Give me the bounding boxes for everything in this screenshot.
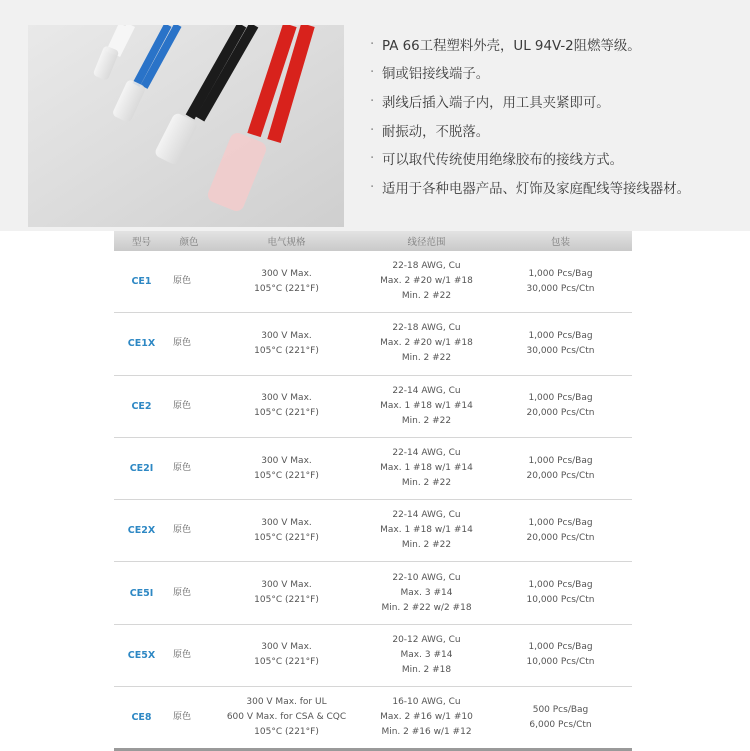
packaging-cell — [489, 500, 632, 562]
table-row — [114, 251, 632, 313]
feature-text: 剥线后插入端子内，用工具夹紧即可。 — [382, 95, 610, 111]
rating-cell-line: 105°C (221°F) — [254, 470, 319, 481]
wire-range-cell-line: Max. 1 #18 w/1 #14 — [380, 400, 473, 411]
packaging-cell-line: 30,000 Pcs/Ctn — [526, 283, 595, 294]
rating-cell — [209, 500, 364, 562]
rating-cell-line: 105°C (221°F) — [254, 408, 319, 419]
wire-range-cell — [364, 500, 489, 562]
rating-cell-line: 105°C (221°F) — [254, 727, 319, 738]
rating-cell-line: 105°C (221°F) — [254, 532, 319, 543]
rating-cell-line: 105°C (221°F) — [254, 657, 319, 668]
table-row — [114, 313, 632, 375]
wire-range-cell-line: Min. 2 #22 — [401, 291, 452, 302]
wire-range-cell-line: Min. 2 #22 — [401, 478, 452, 489]
wire-range-cell — [364, 687, 489, 750]
packaging-cell-line: 1,000 Pcs/Bag — [528, 330, 593, 341]
table-row — [114, 500, 632, 562]
feature-text: 耐振动，不脱落。 — [382, 124, 490, 140]
feature-item — [370, 30, 750, 59]
packaging-cell-line: 20,000 Pcs/Ctn — [526, 470, 595, 481]
rating-cell-line: 300 V Max. — [261, 330, 312, 341]
rating-cell — [209, 313, 364, 375]
model-cell: CE8 — [114, 687, 169, 750]
wire-range-cell-line: Min. 2 #22 — [401, 540, 452, 551]
table-row — [114, 687, 632, 750]
rating-cell — [209, 375, 364, 437]
feature-list — [370, 30, 750, 202]
wire-range-cell — [364, 375, 489, 437]
color-cell: 原色 — [169, 500, 209, 562]
packaging-cell-line: 30,000 Pcs/Ctn — [526, 345, 595, 356]
model-cell: CE1 — [114, 251, 169, 313]
color-cell: 原色 — [169, 687, 209, 750]
packaging-cell-line: 1,000 Pcs/Bag — [528, 268, 593, 279]
header-color: 颜色 — [169, 231, 209, 251]
rating-cell-line: 105°C (221°F) — [254, 345, 319, 356]
rating-cell-line: 300 V Max. — [261, 517, 312, 528]
packaging-cell — [489, 687, 632, 750]
wire-range-cell — [364, 562, 489, 624]
wire-connectors-image — [28, 25, 344, 227]
packaging-cell-line: 1,000 Pcs/Bag — [528, 393, 593, 404]
rating-cell-line: 300 V Max. — [261, 268, 312, 279]
color-cell: 原色 — [169, 375, 209, 437]
wire-range-cell-line: Min. 2 #16 w/1 #12 — [381, 727, 472, 738]
packaging-cell — [489, 251, 632, 313]
feature-item — [370, 116, 750, 145]
table-row — [114, 437, 632, 499]
table-body — [114, 251, 632, 750]
rating-cell-line: 105°C (221°F) — [254, 283, 319, 294]
wire-range-cell-line: Max. 1 #18 w/1 #14 — [380, 463, 473, 474]
packaging-cell — [489, 313, 632, 375]
color-cell: 原色 — [169, 251, 209, 313]
wire-range-cell-line: Max. 2 #20 w/1 #18 — [380, 338, 473, 349]
wire-range-cell-line: Max. 2 #20 w/1 #18 — [380, 276, 473, 287]
wire-range-cell-line: Min. 2 #22 — [401, 415, 452, 426]
header-packaging: 包装 — [489, 231, 632, 251]
header-rating: 电气规格 — [209, 231, 364, 251]
model-cell: CE5I — [114, 562, 169, 624]
bullet-icon: · — [370, 151, 375, 167]
rating-cell — [209, 437, 364, 499]
color-cell: 原色 — [169, 624, 209, 686]
rating-cell-line: 600 V Max. for CSA & CQC — [226, 712, 347, 723]
packaging-cell — [489, 624, 632, 686]
wire-range-cell — [364, 313, 489, 375]
feature-text: PA 66工程塑料外壳，UL 94V-2阻燃等级。 — [382, 38, 641, 54]
wire-range-cell — [364, 437, 489, 499]
color-cell: 原色 — [169, 437, 209, 499]
wire-range-cell-line: 20-12 AWG, Cu — [392, 634, 461, 645]
wire-range-cell-line: 22-14 AWG, Cu — [392, 448, 461, 459]
rating-cell-line: 300 V Max. for UL — [246, 697, 327, 708]
rating-cell — [209, 687, 364, 750]
table-row — [114, 562, 632, 624]
feature-item — [370, 144, 750, 173]
wire-range-cell-line: Max. 3 #14 — [400, 649, 453, 660]
wire-range-cell — [364, 624, 489, 686]
bullet-icon: · — [370, 93, 375, 109]
packaging-cell — [489, 437, 632, 499]
model-cell: CE2 — [114, 375, 169, 437]
wire-range-cell-line: 22-18 AWG, Cu — [392, 323, 461, 334]
rating-cell-line: 105°C (221°F) — [254, 595, 319, 606]
packaging-cell-line: 10,000 Pcs/Ctn — [526, 657, 595, 668]
packaging-cell — [489, 375, 632, 437]
bullet-icon: · — [370, 179, 375, 195]
rating-cell — [209, 251, 364, 313]
packaging-cell-line: 20,000 Pcs/Ctn — [526, 408, 595, 419]
wire-range-cell-line: Min. 2 #18 — [401, 664, 452, 675]
header-wire-range: 线径范围 — [364, 231, 489, 251]
color-cell: 原色 — [169, 562, 209, 624]
feature-text: 铜或铝接线端子。 — [382, 67, 490, 83]
wire-range-cell-line: 22-10 AWG, Cu — [392, 572, 461, 583]
feature-item — [370, 173, 750, 202]
feature-item — [370, 87, 750, 116]
wire-range-cell-line: Min. 2 #22 — [401, 353, 452, 364]
wire-range-cell — [364, 251, 489, 313]
wire-range-cell-line: 22-14 AWG, Cu — [392, 385, 461, 396]
rating-cell-line: 300 V Max. — [261, 580, 312, 591]
color-cell: 原色 — [169, 313, 209, 375]
wire-range-cell-line: 22-14 AWG, Cu — [392, 510, 461, 521]
bullet-icon: · — [370, 36, 375, 52]
packaging-cell — [489, 562, 632, 624]
product-photo — [28, 25, 344, 227]
bullet-icon: · — [370, 122, 375, 138]
spec-table-container — [114, 231, 632, 750]
rating-cell-line: 300 V Max. — [261, 642, 312, 653]
table-row — [114, 624, 632, 686]
packaging-cell-line: 1,000 Pcs/Bag — [528, 455, 593, 466]
packaging-cell-line: 10,000 Pcs/Ctn — [526, 595, 595, 606]
packaging-cell-line: 1,000 Pcs/Bag — [528, 580, 593, 591]
packaging-cell-line: 20,000 Pcs/Ctn — [526, 532, 595, 543]
feature-text: 可以取代传统使用绝缘胶布的接线方式。 — [382, 153, 624, 169]
feature-item — [370, 59, 750, 88]
model-cell: CE5X — [114, 624, 169, 686]
packaging-cell-line: 500 Pcs/Bag — [532, 704, 589, 715]
packaging-cell-line: 1,000 Pcs/Bag — [528, 517, 593, 528]
feature-text: 适用于各种电器产品、灯饰及家庭配线等接线器材。 — [382, 181, 690, 197]
model-cell: CE2X — [114, 500, 169, 562]
wire-range-cell-line: 22-18 AWG, Cu — [392, 261, 461, 272]
rating-cell — [209, 624, 364, 686]
model-cell: CE2I — [114, 437, 169, 499]
rating-cell-line: 300 V Max. — [261, 393, 312, 404]
wire-range-cell-line: Max. 2 #16 w/1 #10 — [380, 712, 473, 723]
rating-cell — [209, 562, 364, 624]
rating-cell-line: 300 V Max. — [261, 455, 312, 466]
table-row — [114, 375, 632, 437]
wire-range-cell-line: 16-10 AWG, Cu — [392, 697, 461, 708]
wire-range-cell-line: Max. 3 #14 — [400, 587, 453, 598]
bullet-icon: · — [370, 65, 375, 81]
wire-range-cell-line: Min. 2 #22 w/2 #18 — [381, 602, 472, 613]
table-header-row — [114, 231, 632, 251]
spec-table — [114, 231, 632, 751]
packaging-cell-line: 6,000 Pcs/Ctn — [529, 719, 592, 730]
model-cell: CE1X — [114, 313, 169, 375]
header-model: 型号 — [114, 231, 169, 251]
packaging-cell-line: 1,000 Pcs/Bag — [528, 642, 593, 653]
wire-range-cell-line: Max. 1 #18 w/1 #14 — [380, 525, 473, 536]
